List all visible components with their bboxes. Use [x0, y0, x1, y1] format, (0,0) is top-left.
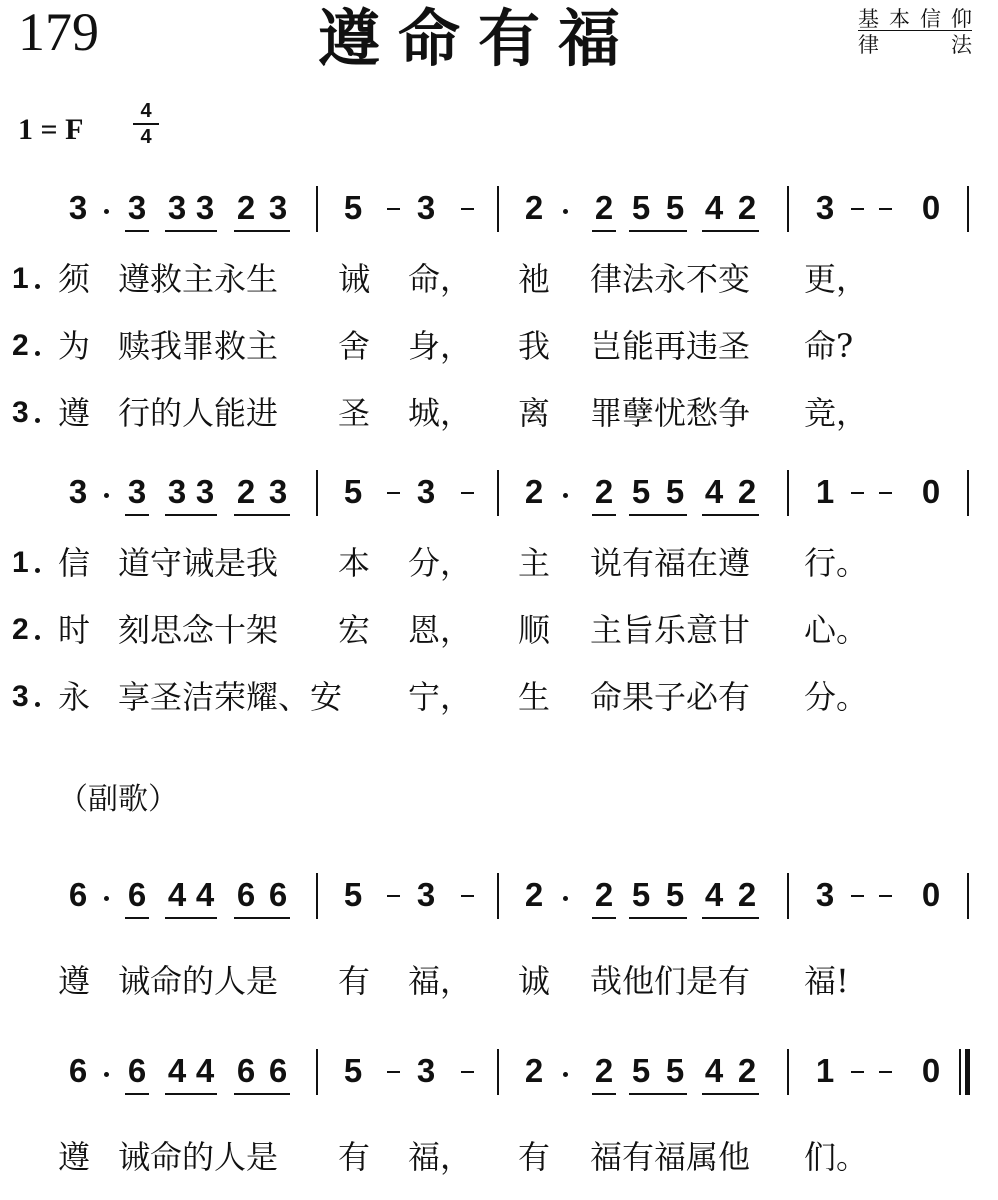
note: 5 — [631, 189, 651, 226]
barline — [967, 470, 969, 516]
note: 3 — [416, 189, 436, 226]
hold-dash — [851, 1071, 864, 1073]
barline — [787, 186, 789, 232]
hold-dash — [387, 895, 400, 897]
beam-underline — [125, 917, 149, 919]
hold-dash — [387, 492, 400, 494]
hold-dash — [851, 895, 864, 897]
note: 2 — [594, 189, 614, 226]
augmentation-dot — [563, 1072, 568, 1077]
barline — [316, 186, 318, 232]
category-secondary: 律 法 — [858, 33, 972, 57]
beam-underline — [629, 917, 687, 919]
lyric-syllable: 诫 — [338, 260, 371, 298]
note: 2 — [594, 1052, 614, 1089]
chorus-lyric-line — [0, 960, 998, 1004]
note: 3 — [416, 473, 436, 510]
hold-dash — [879, 895, 892, 897]
note: 3 — [127, 473, 147, 510]
lyric-syllable: 福， — [408, 962, 473, 1000]
hold-dash — [461, 492, 474, 494]
beam-underline — [702, 917, 759, 919]
augmentation-dot — [563, 209, 568, 214]
lyric-syllable: 福有福属他 — [590, 1138, 751, 1176]
note: 3 — [268, 473, 288, 510]
lyric-syllable: 行。 — [804, 544, 869, 582]
barline — [497, 470, 499, 516]
lyric-line — [0, 676, 998, 720]
final-barline — [965, 1049, 970, 1095]
key-signature: 1 = F — [18, 113, 84, 146]
lyric-syllable: 祂 — [518, 260, 551, 298]
augmentation-dot — [104, 1072, 109, 1077]
score-line-2 — [0, 470, 998, 526]
lyric-syllable: 遵 — [58, 394, 91, 432]
lyric-syllable: 恩， — [408, 611, 473, 649]
beam-underline — [702, 230, 759, 232]
lyric-syllable: 分， — [408, 544, 473, 582]
lyric-syllable: 圣 — [338, 394, 371, 432]
lyric-syllable: 分。 — [804, 678, 869, 716]
lyric-syllable: 岂能再违圣 — [590, 327, 751, 365]
hold-dash — [879, 1071, 892, 1073]
beam-underline — [592, 514, 616, 516]
note: 4 — [704, 189, 724, 226]
note: 6 — [127, 876, 147, 913]
note: 3 — [416, 876, 436, 913]
lyric-syllable: 主 — [518, 544, 551, 582]
lyric-syllable: 信 — [58, 544, 91, 582]
barline — [497, 873, 499, 919]
hold-dash — [461, 208, 474, 210]
lyric-syllable: 为 — [58, 327, 91, 365]
beam-underline — [165, 1093, 217, 1095]
hold-dash — [387, 1071, 400, 1073]
lyric-line — [0, 609, 998, 653]
score-line-4 — [0, 1049, 998, 1105]
note: 2 — [236, 189, 256, 226]
hold-dash — [879, 492, 892, 494]
beam-underline — [165, 514, 217, 516]
barline — [316, 470, 318, 516]
hymn-number: 179 — [18, 2, 99, 62]
lyric-syllable: 说有福在遵 — [590, 544, 751, 582]
note: 4 — [167, 876, 187, 913]
verse-number: 1 — [12, 262, 29, 295]
note: 3 — [815, 189, 835, 226]
note: 5 — [665, 1052, 685, 1089]
lyric-line — [0, 258, 998, 302]
note: 2 — [236, 473, 256, 510]
verse-number: 2 — [12, 329, 29, 362]
lyric-syllable: 舍 — [338, 327, 371, 365]
note: 6 — [268, 1052, 288, 1089]
beam-underline — [234, 230, 290, 232]
lyric-syllable: 诫命的人是 — [118, 1138, 279, 1176]
note: 3 — [815, 876, 835, 913]
note: 5 — [631, 1052, 651, 1089]
beam-underline — [125, 230, 149, 232]
verse-number: 3 — [12, 396, 29, 429]
lyric-line — [0, 325, 998, 369]
note: 5 — [631, 473, 651, 510]
lyric-syllable: 竞， — [804, 394, 869, 432]
verse-number-dot — [35, 418, 40, 423]
note: 3 — [167, 473, 187, 510]
note: 5 — [343, 876, 363, 913]
lyric-syllable: 哉他们是有 — [590, 962, 751, 1000]
barline — [497, 186, 499, 232]
note: 2 — [737, 1052, 757, 1089]
lyric-syllable: 行的人能进 — [118, 394, 279, 432]
augmentation-dot — [563, 493, 568, 498]
note: 6 — [268, 876, 288, 913]
barline — [787, 873, 789, 919]
note: 3 — [268, 189, 288, 226]
lyric-syllable: 享圣洁荣耀、安 — [118, 678, 343, 716]
lyric-syllable: 们。 — [804, 1138, 869, 1176]
hold-dash — [879, 208, 892, 210]
lyric-syllable: 有 — [338, 962, 371, 1000]
note: 2 — [524, 876, 544, 913]
note: 3 — [68, 473, 88, 510]
note: 3 — [195, 189, 215, 226]
lyric-syllable: 命果子必有 — [590, 678, 751, 716]
hold-dash — [851, 208, 864, 210]
note: 0 — [921, 189, 941, 226]
lyric-syllable: 遵 — [58, 962, 91, 1000]
lyric-syllable: 心。 — [804, 611, 869, 649]
beam-underline — [234, 917, 290, 919]
note: 4 — [167, 1052, 187, 1089]
note: 5 — [665, 473, 685, 510]
note: 6 — [68, 876, 88, 913]
lyric-syllable: 诚 — [518, 962, 551, 1000]
beam-underline — [702, 1093, 759, 1095]
note: 1 — [815, 473, 835, 510]
note: 4 — [195, 876, 215, 913]
note: 6 — [68, 1052, 88, 1089]
note: 3 — [416, 1052, 436, 1089]
beam-underline — [165, 917, 217, 919]
hymn-title: 遵命有福 — [318, 2, 639, 75]
note: 0 — [921, 1052, 941, 1089]
lyric-syllable: 遵救主永生 — [118, 260, 279, 298]
beam-underline — [592, 1093, 616, 1095]
lyric-syllable: 命， — [408, 260, 473, 298]
lyric-syllable: 命? — [804, 327, 854, 365]
note: 5 — [343, 189, 363, 226]
note: 2 — [737, 876, 757, 913]
beam-underline — [702, 514, 759, 516]
lyric-syllable: 赎我罪救主 — [118, 327, 279, 365]
note: 2 — [524, 189, 544, 226]
note: 3 — [127, 189, 147, 226]
beam-underline — [125, 1093, 149, 1095]
note: 6 — [236, 1052, 256, 1089]
beam-underline — [629, 514, 687, 516]
beam-underline — [125, 514, 149, 516]
augmentation-dot — [104, 493, 109, 498]
lyric-syllable: 罪孽忧愁争 — [590, 394, 751, 432]
category-primary: 基 本 信 仰 — [858, 7, 972, 31]
augmentation-dot — [104, 209, 109, 214]
note: 5 — [343, 1052, 363, 1089]
lyric-syllable: 离 — [518, 394, 551, 432]
verse-number-dot — [35, 568, 40, 573]
note: 2 — [594, 876, 614, 913]
lyric-line — [0, 542, 998, 586]
barline — [967, 873, 969, 919]
hold-dash — [387, 208, 400, 210]
barline — [787, 1049, 789, 1095]
note: 6 — [127, 1052, 147, 1089]
note: 6 — [236, 876, 256, 913]
verse-number-dot — [35, 351, 40, 356]
hold-dash — [461, 895, 474, 897]
verse-number-dot — [35, 284, 40, 289]
lyric-syllable: 有 — [518, 1138, 551, 1176]
verse-number: 1 — [12, 546, 29, 579]
lyric-syllable: 本 — [338, 544, 371, 582]
note: 5 — [631, 876, 651, 913]
barline — [967, 186, 969, 232]
note: 5 — [343, 473, 363, 510]
hold-dash — [461, 1071, 474, 1073]
lyric-syllable: 有 — [338, 1138, 371, 1176]
verse-number-dot — [35, 635, 40, 640]
lyric-syllable: 城， — [408, 394, 473, 432]
lyric-syllable: 诫命的人是 — [118, 962, 279, 1000]
note: 4 — [195, 1052, 215, 1089]
note: 1 — [815, 1052, 835, 1089]
lyric-line — [0, 392, 998, 436]
note: 4 — [704, 1052, 724, 1089]
barline — [316, 1049, 318, 1095]
note: 4 — [704, 473, 724, 510]
lyric-syllable: 永 — [58, 678, 91, 716]
lyric-syllable: 福! — [804, 962, 849, 1000]
beam-underline — [629, 1093, 687, 1095]
note: 3 — [68, 189, 88, 226]
note: 2 — [737, 473, 757, 510]
beam-underline — [592, 230, 616, 232]
lyric-syllable: 遵 — [58, 1138, 91, 1176]
barline — [787, 470, 789, 516]
verse-number-dot — [35, 702, 40, 707]
note: 2 — [524, 1052, 544, 1089]
note: 5 — [665, 189, 685, 226]
lyric-syllable: 宏 — [338, 611, 371, 649]
note: 4 — [704, 876, 724, 913]
lyric-syllable: 刻思念十架 — [118, 611, 279, 649]
note: 2 — [594, 473, 614, 510]
lyric-syllable: 福， — [408, 1138, 473, 1176]
lyric-syllable: 顺 — [518, 611, 551, 649]
barline — [316, 873, 318, 919]
lyric-syllable: 时 — [58, 611, 91, 649]
lyric-syllable: 更， — [804, 260, 869, 298]
note: 2 — [737, 189, 757, 226]
lyric-syllable: 我 — [518, 327, 551, 365]
lyric-syllable: 宁， — [408, 678, 473, 716]
note: 0 — [921, 876, 941, 913]
barline — [959, 1049, 961, 1095]
note: 5 — [665, 876, 685, 913]
beam-underline — [234, 1093, 290, 1095]
lyric-syllable: 律法永不变 — [590, 260, 751, 298]
note: 0 — [921, 473, 941, 510]
beam-underline — [165, 230, 217, 232]
time-signature: 4 4 — [133, 100, 159, 148]
lyric-syllable: 须 — [58, 260, 91, 298]
chorus-lyric-line — [0, 1136, 998, 1180]
lyric-syllable: 道守诫是我 — [118, 544, 279, 582]
lyric-syllable: 生 — [518, 678, 551, 716]
beam-underline — [234, 514, 290, 516]
beam-underline — [592, 917, 616, 919]
beam-underline — [629, 230, 687, 232]
note: 3 — [167, 189, 187, 226]
note: 3 — [195, 473, 215, 510]
verse-number: 3 — [12, 680, 29, 713]
augmentation-dot — [104, 896, 109, 901]
hold-dash — [851, 492, 864, 494]
augmentation-dot — [563, 896, 568, 901]
chorus-label: （副歌） — [58, 782, 178, 817]
barline — [497, 1049, 499, 1095]
verse-number: 2 — [12, 613, 29, 646]
score-line-1 — [0, 186, 998, 242]
lyric-syllable: 身， — [408, 327, 473, 365]
note: 2 — [524, 473, 544, 510]
score-line-3 — [0, 873, 998, 929]
lyric-syllable: 主旨乐意甘 — [590, 611, 751, 649]
